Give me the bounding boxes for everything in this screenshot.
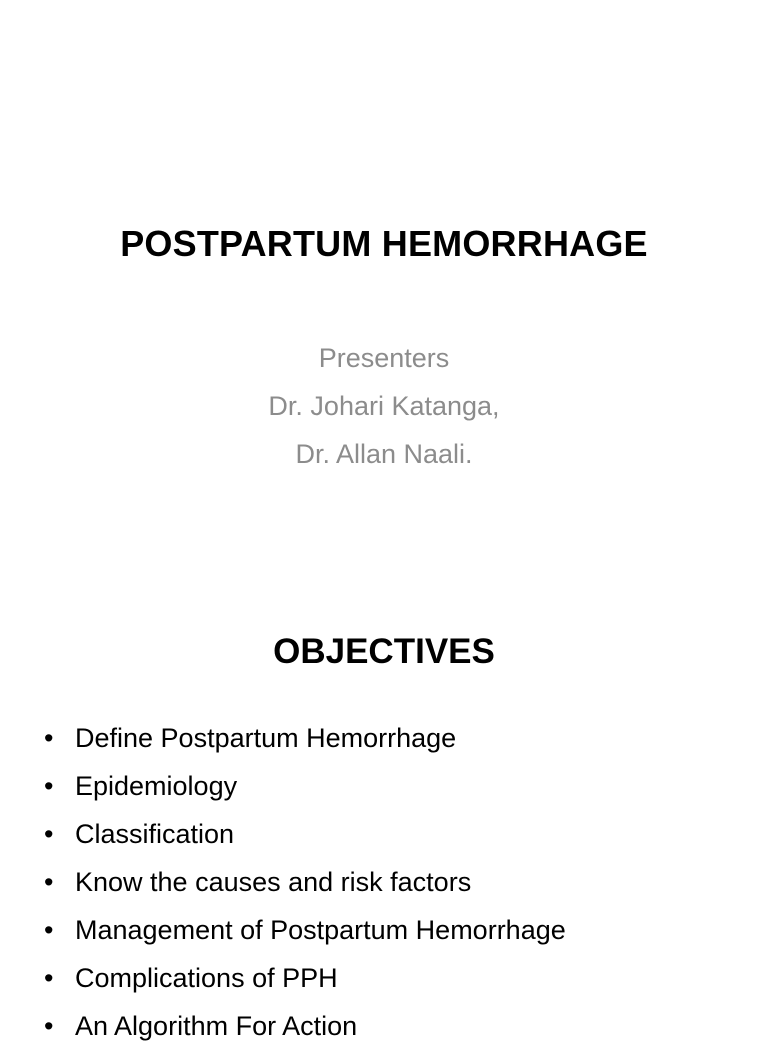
objectives-list	[44, 714, 566, 1050]
list-item	[44, 810, 566, 858]
list-item-text: An Algorithm For Action	[75, 1011, 358, 1041]
list-item	[44, 1002, 566, 1050]
presenter-name: Dr. Allan Naali.	[295, 439, 473, 469]
list-item-text: Define Postpartum Hemorrhage	[75, 723, 457, 753]
objectives-title: OBJECTIVES	[273, 632, 495, 671]
presenters-label: Presenters	[318, 343, 450, 373]
bullet-icon: •	[44, 819, 54, 849]
list-item	[44, 858, 566, 906]
bullet-icon: •	[44, 963, 54, 993]
list-item	[44, 906, 566, 954]
list-item-text: Classification	[75, 819, 235, 849]
list-item-text: Know the causes and risk factors	[75, 867, 472, 897]
bullet-icon: •	[44, 1011, 54, 1041]
list-item	[44, 714, 566, 762]
presenters-block	[0, 334, 768, 478]
bullet-icon: •	[44, 867, 54, 897]
list-item-text: Complications of PPH	[75, 963, 338, 993]
list-item-text: Management of Postpartum Hemorrhage	[75, 915, 566, 945]
presenter-name: Dr. Johari Katanga,	[268, 391, 500, 421]
list-item	[44, 762, 566, 810]
bullet-icon: •	[44, 915, 54, 945]
slide-title: POSTPARTUM HEMORRHAGE	[120, 223, 648, 264]
bullet-icon: •	[44, 723, 54, 753]
list-item-text: Epidemiology	[75, 771, 238, 801]
list-item	[44, 954, 566, 1002]
bullet-icon: •	[44, 771, 54, 801]
